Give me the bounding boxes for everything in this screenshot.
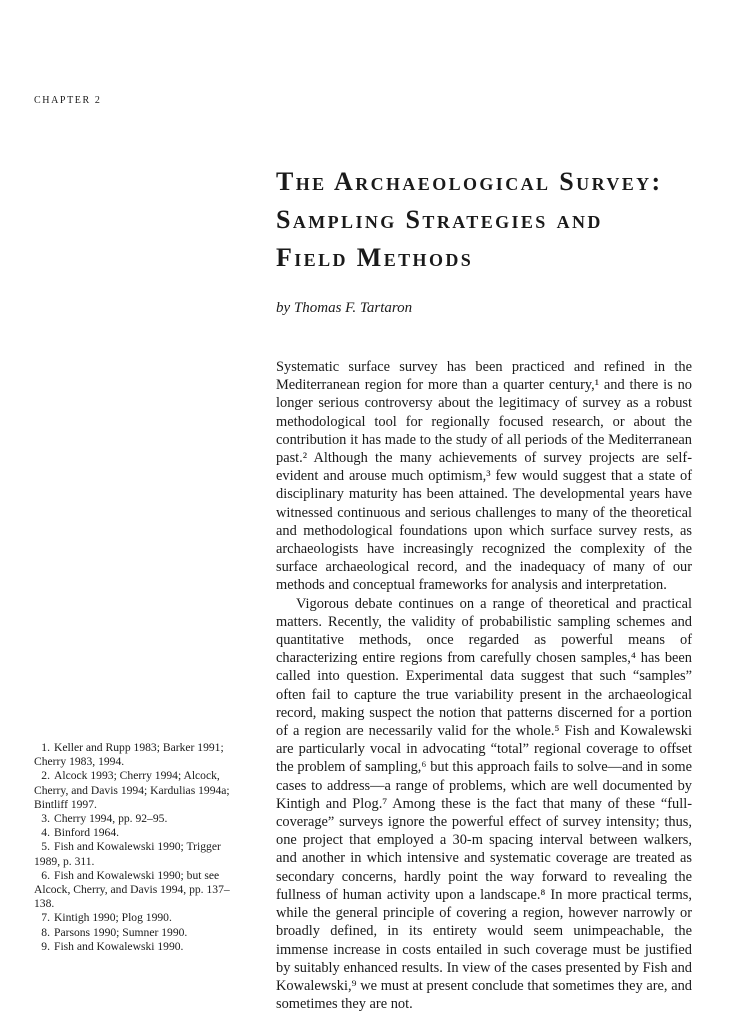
footnote-number: 4.: [41, 826, 50, 840]
chapter-label: CHAPTER 2: [34, 95, 102, 106]
footnote-number: 5.: [41, 840, 50, 854]
footnote-text: Cherry 1994, pp. 92–95.: [54, 812, 168, 826]
paragraph: Vigorous debate continues on a range of theoretical and practical matters. Recently, the validity of probabilistic sampling schemes and quantitative methods, once regarded as powerful means of characterizing entire regions from carefully chosen samples,⁴ has been called into question. Experimental data suggest that such “samples” often fail to capture the true variability present in the archaeological record, making suspect the notion that patterns discerned for a portion of a region are necessarily valid for the whole.⁵ Fish and Kowalewski are particularly vocal in advocating “total” regional coverage to offset the problem of sampling,⁶ but this approach fails to solve—and in some cases to address—a range of problems, which are well documented by Kintigh and Plog.⁷ Among these is the fact that many of these “full-coverage” surveys ignore the powerful effect of survey intensity; thus, one project that employed a 30-m spacing interval between walkers, and another in which intensive and systematic coverage are treated as secondary concerns, hardly point the way forward to revealing the fullness of human activity upon a landscape.⁸ In more practical terms, while the general principle of covering a region, however narrowly or broadly defined, in its entirety would seem unimpeachable, the immense increase in costs entailed in such coverage must be justified by suitably enhanced results. In view of the cases presented by Fish and Kowalewski,⁹ we must at present conclude that sometimes they are, and sometimes they are not.: [276, 595, 692, 1013]
footnote: [34, 840, 246, 868]
footnote: [34, 869, 246, 912]
footnotes: [34, 741, 246, 954]
footnote-number: 7.: [41, 911, 50, 925]
footnote-number: 9.: [41, 939, 50, 953]
footnote-text: Binford 1964.: [54, 826, 120, 840]
footnote: [34, 926, 246, 940]
footnote-text: Kintigh 1990; Plog 1990.: [54, 911, 172, 925]
footnote-number: 1.: [41, 741, 50, 754]
footnote-text: Fish and Kowalewski 1990; Trigger 1989, p. 311.: [34, 840, 221, 868]
footnote-text: Alcock 1993; Cherry 1994; Alcock, Cherry, and Davis 1994; Kardulias 1994a; Bintliff 1997.: [34, 769, 230, 811]
footnote-number: 2.: [41, 769, 50, 783]
footnote-number: 8.: [41, 925, 50, 939]
author-byline: by Thomas F. Tartaron: [276, 300, 413, 316]
footnote: [34, 741, 246, 769]
footnote-text: Fish and Kowalewski 1990.: [54, 939, 184, 953]
chapter-title-line: Sampling Strategies and: [276, 205, 603, 234]
chapter-title-line: The Archaeological Survey:: [276, 167, 663, 196]
footnote: [34, 940, 246, 954]
chapter-title-line: Field Methods: [276, 243, 474, 272]
paragraph: Systematic surface survey has been practiced and refined in the Mediterranean region for more than a quarter century,¹ and there is no longer serious controversy about the legitimacy of survey as a robust methodological tool for regionally focused research, or about the contribution it has made to the study of all periods of the Mediterranean past.² Although the many achievements of survey projects are self-evident and arouse much optimism,³ few would suggest that a state of disciplinary maturity has been attained. The developmental years have witnessed continuous and serious challenges to many of the theoretical and methodological foundations upon which surface survey rests, as archaeologists have increasingly recognized the complexity of the surface archaeological record, and the inadequacy of many of our methods and conceptual frameworks for analysis and interpretation.: [276, 359, 692, 594]
footnote-text: Keller and Rupp 1983; Barker 1991; Cherry 1983, 1994.: [34, 741, 224, 769]
footnote: [34, 911, 246, 925]
footnote: [34, 826, 246, 840]
footnote-text: Parsons 1990; Sumner 1990.: [54, 925, 188, 939]
footnote-text: Fish and Kowalewski 1990; but see Alcock, Cherry, and Davis 1994, pp. 137–138.: [34, 868, 230, 911]
footnote-number: 6.: [41, 868, 50, 882]
chapter-title: [276, 163, 716, 277]
footnote-number: 3.: [41, 812, 50, 826]
body-text: [276, 358, 692, 1013]
footnote: [34, 769, 246, 812]
footnote: [34, 812, 246, 826]
